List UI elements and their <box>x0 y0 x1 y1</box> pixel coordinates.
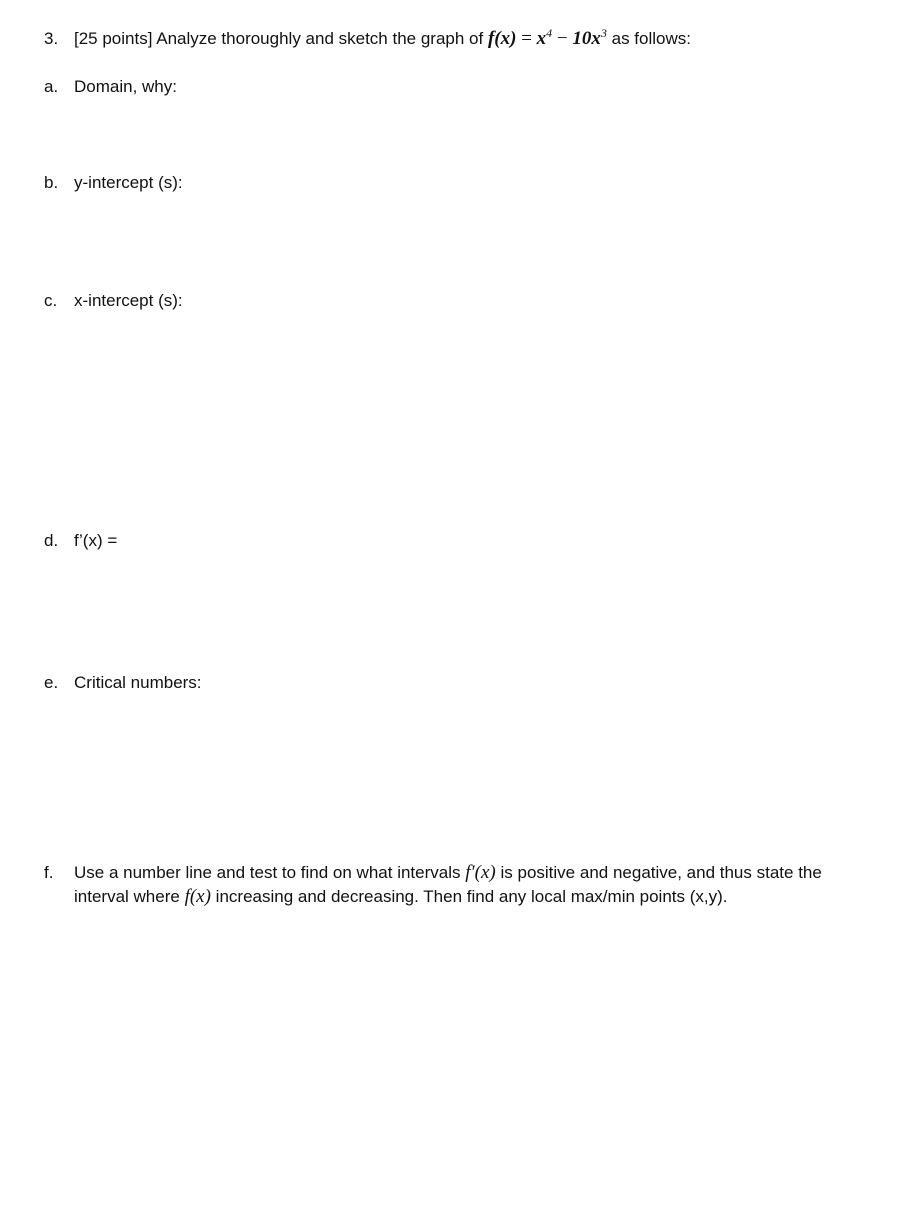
part-text: Domain, why: <box>74 77 177 96</box>
part-letter: d. <box>44 531 59 550</box>
part-d <box>44 529 117 553</box>
question-suffix: as follows: <box>611 29 691 48</box>
part-f <box>44 861 822 909</box>
question-number: 3. <box>44 29 59 48</box>
part-f-line2 <box>44 885 822 909</box>
question-3-heading <box>44 27 691 51</box>
part-c <box>44 289 183 313</box>
part-text: y-intercept (s): <box>74 173 183 192</box>
part-f-line2-b: increasing and decreasing. Then find any local max/min points (x,y). <box>215 887 728 906</box>
question-prefix: [25 points] Analyze thoroughly and sketch the graph of <box>74 29 484 48</box>
part-f-function: f(x) <box>184 886 211 907</box>
part-f-line1-b: is positive and negative, and thus state the <box>500 863 822 882</box>
part-letter: a. <box>44 77 59 96</box>
function-formula: $f(x) = x^4 - 10x^3$ <box>487 26 607 49</box>
part-text: x-intercept (s): <box>74 291 183 310</box>
part-f-derivative: f′(x) <box>465 862 496 883</box>
part-letter: f. <box>44 863 54 882</box>
part-text: Critical numbers: <box>74 673 202 692</box>
part-letter: c. <box>44 291 58 310</box>
part-e <box>44 671 202 695</box>
part-f-line2-a: interval where <box>74 887 180 906</box>
part-text: f’(x) = <box>74 531 118 550</box>
part-letter: b. <box>44 173 59 192</box>
part-a <box>44 75 177 99</box>
part-b <box>44 171 183 195</box>
part-letter: e. <box>44 673 59 692</box>
part-f-line1-a: Use a number line and test to find on what intervals <box>74 863 461 882</box>
